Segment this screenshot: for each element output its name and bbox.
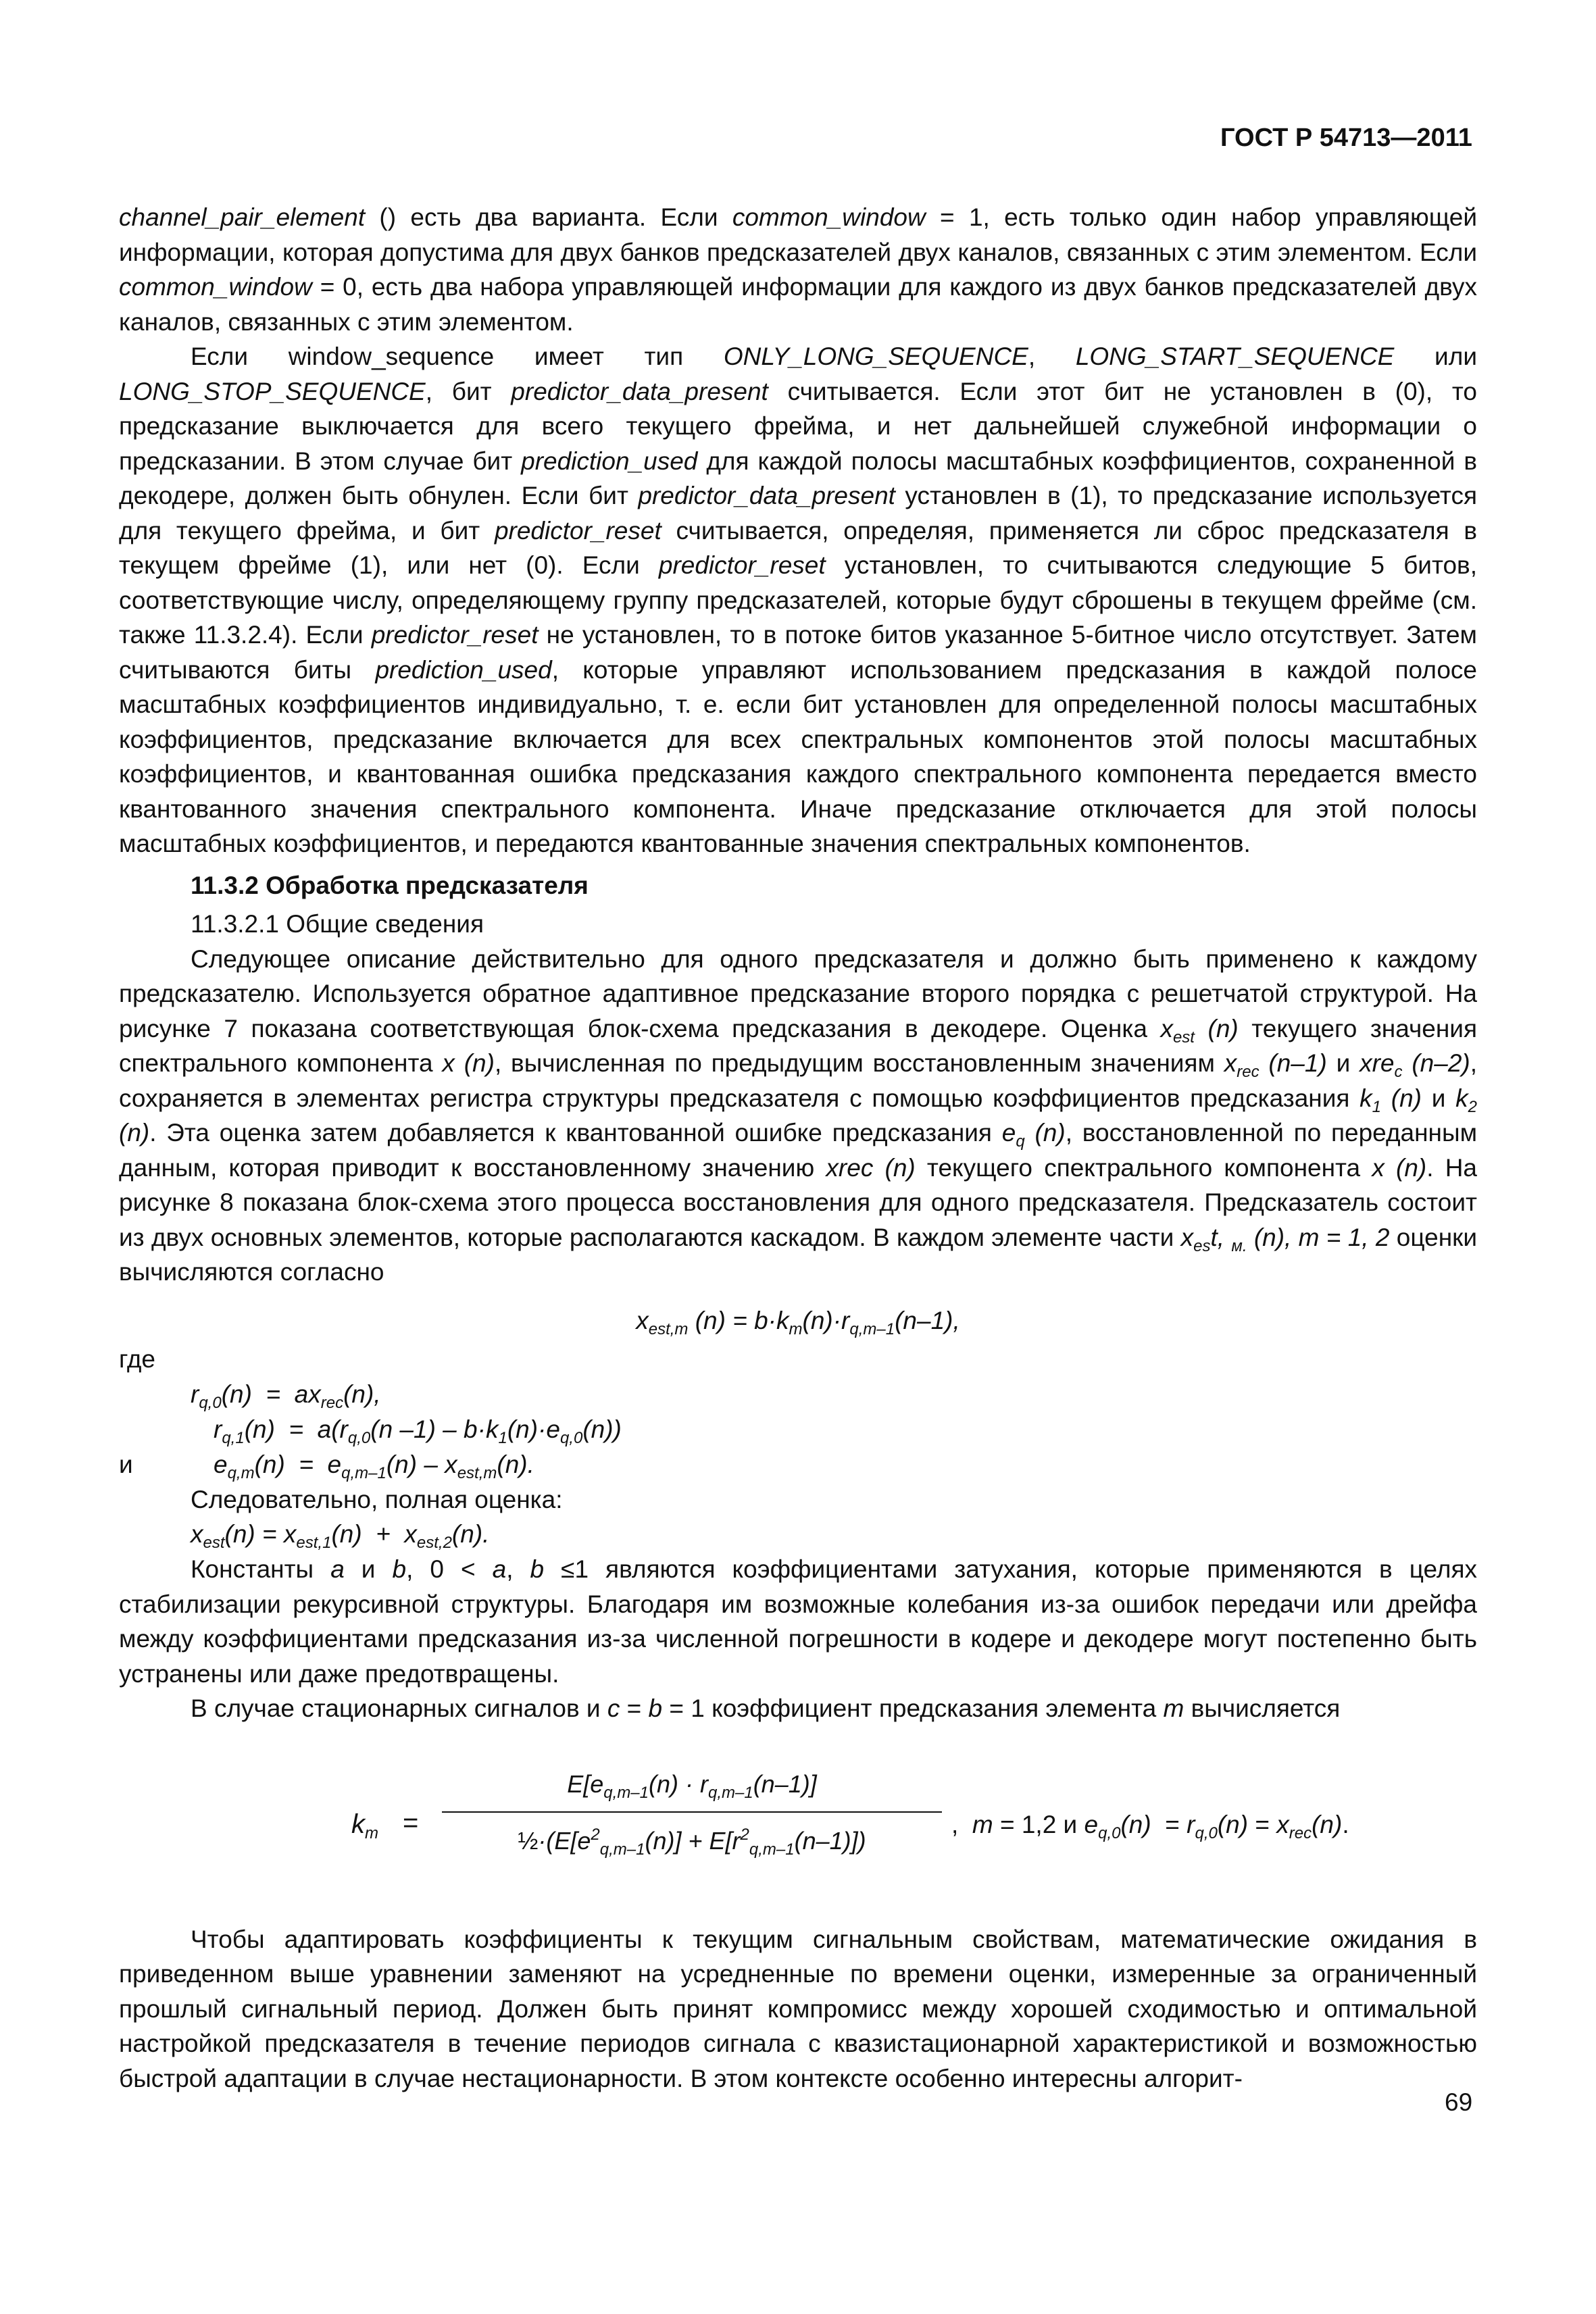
paragraph-6: Чтобы адаптировать коэффициенты к текущим сигнальным свойствам, математические ожидания в приведенном выше уравнении заменяют на усредненные по времени оценки, измеренные за ограниченный прошлый сигнальный период. Должен быть принят компромисс между хорошей сходимостью и оптимальной настройкой предсказателя в течение периодов сигнала с квазистационарной характеристикой и возможностью быстрой адаптации в случае нестационарности. В этом контексте особенно интересны алгорит- bbox=[119, 1925, 1477, 2092]
standard-header: ГОСТ Р 54713—2011 bbox=[1220, 124, 1472, 152]
paragraph-5: В случае стационарных сигналов и c = b = 1 коэффициент предсказания элемента m вычисляется bbox=[191, 1694, 1341, 1722]
paragraph-4: Константы a и b, 0 < a, b ≤1 являются коэффициентами затухания, которые применяются в целях стабилизации рекурсивной структуры. Благодаря им возможные колебания из-за ошибок передачи или дрейфа между коэффициентами предсказания из-за численной погрешности в кодере и декодере могут постепенно быть устранены или даже предотвращены. bbox=[119, 1555, 1477, 1688]
section-heading: 11.3.2 Обработка предсказателя bbox=[191, 871, 589, 899]
formula-rq0: $r_{q,0}(n) = ax_{rec}(n)$, bbox=[191, 1380, 381, 1412]
paragraph-3: Следующее описание действительно для одного предсказателя и должно быть применено к каждому предсказателю. Используется обратное адаптивное предсказание второго порядка с решетчатой структурой. На рисунке 7 показана соответствующая блок-схема предсказания в декодере. Оценка $x_{est}$ (n) текущего значения спектрального компонента x (n), вычисленная по предыдущим восстановленным значениям $x_{rec}$ (n–1) и xre$_c$ (n–2), сохраняется в элементах регистра структуры предсказателя с помощью коэффициентов предсказания $k_1$ (n) и $k_2$ (n). Эта оценка затем добавляется к квантованной ошибке предсказания $e_q$ (n), восстановленной по переданным данным, которая приводит к восстановленному значению xrec (n) текущего спектрального компонента x (n). На рисунке 8 показана блок-схема этого процесса восстановления для одного предсказателя. Предсказатель состоит из двух основных элементов, которые располагаются каскадом. В каждом элементе части $x_{es}t$, $_{м.}$ (n), m = 1, 2 оценки вычисляются согласно bbox=[119, 945, 1478, 1286]
formula-km: $k_m$ = $E[e_{q,m-1}(n) \cdot r_{q,m-1}(n-1)]$ $\frac{1}{2}\cdot(E[e^2_{q,m-1}(n)] + E[r^2_{q,m-1}(n-1)])$ , m = 1,2 и $e_{q,0}(n) = r_{q,0}(n) = x_{rec}(n)$. bbox=[351, 1769, 1349, 1859]
label-where: где bbox=[119, 1345, 156, 1373]
label-consequently: Следовательно, полная оценка: bbox=[191, 1485, 563, 1513]
formula-xest-total: $x_{est}(n) = x_{est,1}(n) + x_{est,2}(n)$. bbox=[191, 1520, 490, 1552]
formula-rq1: $r_{q,1}(n) = a(r_{q,0}(n$ $-1) - b\cdot k_1(n)\cdot e_{q,0}(n)$) bbox=[214, 1415, 622, 1447]
formula-xest-m: $x_{est,m}$ $(n) = b\cdot k_m(n)\cdot r_{q,m-1}(n-1)$, bbox=[636, 1306, 960, 1338]
document-body bbox=[119, 200, 1477, 2096]
page-number: 69 bbox=[1445, 2088, 1473, 2116]
paragraph-1: channel_pair_element () есть два варианта. Если common_window = 1, есть только один набор управляющей информации, которая допустима для двух банков предсказателей двух каналов, связанных с этим элементом. Если common_window = 0, есть два набора управляющей информации для каждого из двух банков предсказателей двух каналов, связанных с этим элементом. bbox=[119, 203, 1477, 336]
formula-eqm: и $e_{q,m}(n) = e_{q,m-1}(n) - x_{est,m}(n)$. bbox=[119, 1450, 534, 1482]
paragraph-2: Если window_sequence имеет тип ONLY_LONG_SEQUENCE, LONG_START_SEQUENCE или LONG_STOP_SEQUENCE, бит predictor_data_present считывается. Если этот бит не установлен в (0), то предсказание выключается для всего текущего фрейма, и нет дальнейшей служебной информации о предсказании. В этом случае бит prediction_used для каждой полосы масштабных коэффициентов, сохраненной в декодере, должен быть обнулен. Если бит predictor_data_present установлен в (1), то предсказание используется для текущего фрейма, и бит predictor_reset считывается, определяя, применяется ли сброс предсказателя в текущем фрейме (1), или нет (0). Если predictor_reset установлен, то считываются следующие 5 битов, соответствующие числу, определяющему группу предсказателей, которые будут сброшены в текущем фрейме (см. также 11.3.2.4). Если predictor_reset не установлен, то в потоке битов указанное 5-битное число отсутствует. Затем считываются биты prediction_used, которые управляют использованием предсказания в каждой полосе масштабных коэффициентов индивидуально, т. е. если бит установлен для определенной полосы масштабных коэффициентов, предсказание включается для всех спектральных компонентов этой полосы масштабных коэффициентов, и квантованная ошибка предсказания каждого спектрального компонента передается вместо квантованного значения спектрального компонента. Иначе предсказание отключается для этой полосы масштабных коэффициентов, и передаются квантованные значения спектральных компонентов. bbox=[119, 343, 1477, 857]
subsection-heading: 11.3.2.1 Общие сведения bbox=[191, 910, 484, 938]
